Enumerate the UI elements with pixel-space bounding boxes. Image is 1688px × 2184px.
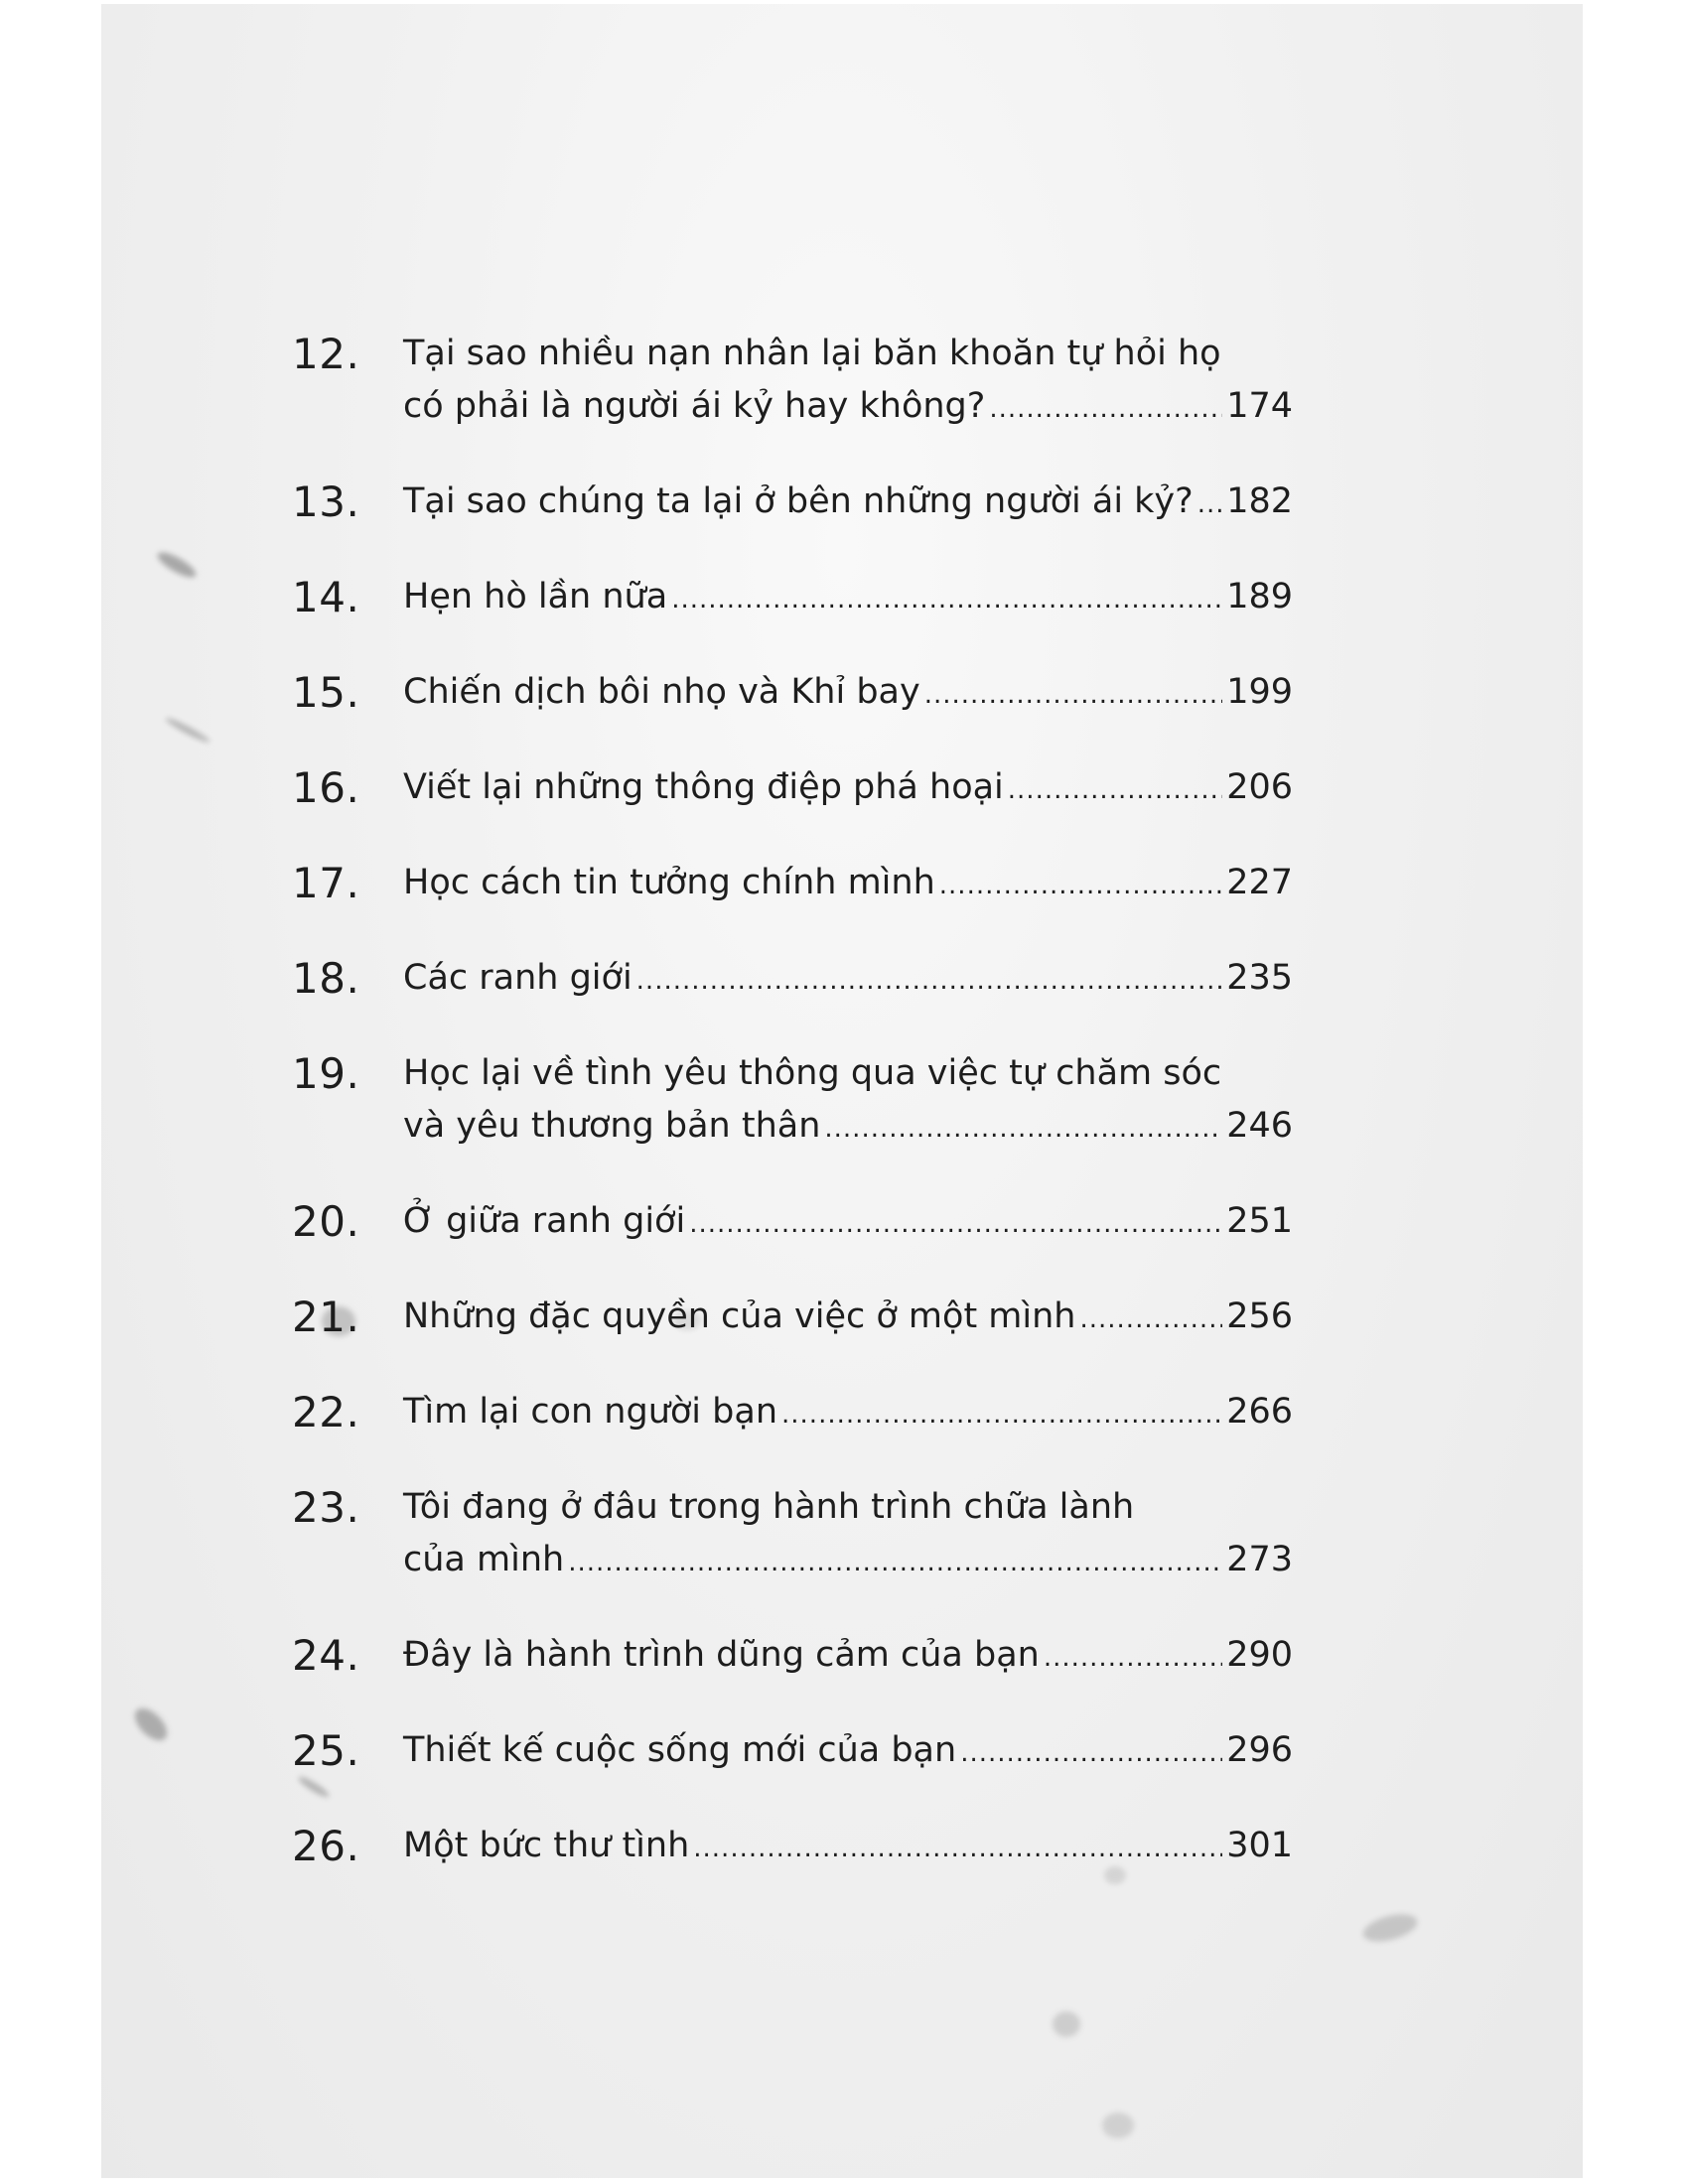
chapter-title-text: Ở giữa ranh giới [403, 1201, 686, 1241]
chapter-title [403, 571, 1293, 626]
chapter-title [403, 1047, 1293, 1156]
chapter-number: 14. [292, 573, 360, 621]
toc-entry [292, 1724, 1295, 1780]
chapter-title [403, 476, 1293, 531]
chapter-title [403, 1724, 1293, 1780]
toc-entry [292, 1629, 1295, 1685]
dot-leader [824, 1103, 1222, 1156]
dot-leader [693, 1823, 1222, 1875]
toc-entry [292, 1820, 1295, 1875]
toc-entry [292, 328, 1295, 436]
chapter-number: 23. [292, 1483, 360, 1532]
chapter-title-line: Tại sao nhiều nạn nhân lại băn khoăn tự hỏi họ [403, 334, 1221, 373]
chapter-title-text: Thiết kế cuộc sống mới của bạn [403, 1730, 957, 1770]
paper-fleck [1102, 2113, 1134, 2138]
chapter-title-leader-line [403, 1195, 1293, 1251]
chapter-title-text: Chiến dịch bôi nhọ và Khỉ bay [403, 672, 920, 712]
chapter-title-text: Tìm lại con người bạn [403, 1392, 778, 1432]
chapter-title [403, 761, 1293, 817]
toc-entry [292, 1195, 1295, 1251]
toc-entry [292, 761, 1295, 817]
chapter-number: 20. [292, 1197, 360, 1246]
toc-entry [292, 571, 1295, 626]
chapter-title [403, 857, 1293, 912]
chapter-title [403, 1291, 1293, 1346]
page-number: 174 [1226, 386, 1293, 426]
chapter-title [403, 1195, 1293, 1251]
page-number: 251 [1226, 1201, 1293, 1241]
paper-fleck [1053, 2011, 1080, 2037]
dot-leader [1044, 1632, 1222, 1685]
chapter-number: 26. [292, 1822, 360, 1870]
toc-entry [292, 1481, 1295, 1589]
chapter-number: 19. [292, 1049, 360, 1098]
chapter-title-text: và yêu thương bản thân [403, 1106, 821, 1146]
chapter-title [403, 1481, 1293, 1589]
chapter-title-line: Học lại về tình yêu thông qua việc tự chăm sóc [403, 1053, 1222, 1093]
chapter-number: 12. [292, 330, 360, 378]
paper-fleck [1360, 1909, 1420, 1947]
chapter-title-text: Các ranh giới [403, 958, 633, 998]
chapter-number: 25. [292, 1726, 360, 1775]
chapter-title-leader-line [403, 476, 1293, 531]
chapter-title-leader-line [403, 666, 1293, 722]
chapter-number: 17. [292, 859, 360, 907]
toc-entry [292, 666, 1295, 722]
dot-leader [924, 669, 1222, 722]
chapter-title-text: Viết lại những thông điệp phá hoại [403, 767, 1004, 807]
page-number: 199 [1226, 672, 1293, 712]
dot-leader [989, 383, 1222, 436]
page-number: 256 [1226, 1297, 1293, 1336]
chapter-title-leader-line [403, 1724, 1293, 1780]
chapter-title-text: Một bức thư tình [403, 1826, 690, 1865]
chapter-title-text: có phải là người ái kỷ hay không? [403, 386, 986, 426]
chapter-title-text: Những đặc quyền của việc ở một mình [403, 1297, 1076, 1336]
page-number: 182 [1226, 481, 1293, 521]
chapter-title-text: Học cách tin tưởng chính mình [403, 863, 935, 902]
chapter-title [403, 1629, 1293, 1685]
chapter-title [403, 328, 1293, 436]
paper-fleck [129, 1703, 173, 1746]
chapter-title-text: Hẹn hò lần nữa [403, 577, 668, 616]
toc-entry [292, 1386, 1295, 1441]
dot-leader [1079, 1294, 1222, 1346]
page-number: 206 [1226, 767, 1293, 807]
dot-leader [960, 1727, 1222, 1780]
chapter-number: 24. [292, 1631, 360, 1680]
chapter-title-leader-line [403, 571, 1293, 626]
chapter-title-leader-line [403, 1534, 1293, 1589]
chapter-title-leader-line [403, 761, 1293, 817]
chapter-title-leader-line [403, 1291, 1293, 1346]
dot-leader [1008, 764, 1222, 817]
paper-fleck [154, 548, 199, 582]
chapter-number: 16. [292, 763, 360, 812]
chapter-title [403, 1386, 1293, 1441]
table-of-contents [292, 328, 1295, 1875]
toc-entry [292, 1047, 1295, 1156]
chapter-title-text: Tại sao chúng ta lại ở bên những người ái kỷ? [403, 481, 1194, 521]
chapter-title-leader-line [403, 1100, 1293, 1156]
chapter-title-leader-line [403, 952, 1293, 1008]
page-number: 235 [1226, 958, 1293, 998]
chapter-number: 22. [292, 1388, 360, 1436]
chapter-title-line: Tôi đang ở đâu trong hành trình chữa lành [403, 1487, 1135, 1527]
dot-leader [671, 574, 1222, 626]
page-number: 296 [1226, 1730, 1293, 1770]
dot-leader [1197, 478, 1222, 531]
chapter-number: 18. [292, 954, 360, 1003]
page-number: 189 [1226, 577, 1293, 616]
chapter-number: 15. [292, 668, 360, 717]
chapter-title-leader-line [403, 380, 1293, 436]
dot-leader [568, 1537, 1222, 1589]
chapter-title-leader-line [403, 1820, 1293, 1875]
dot-leader [636, 955, 1223, 1008]
chapter-title-leader-line [403, 1386, 1293, 1441]
page-number: 266 [1226, 1392, 1293, 1432]
page-number: 227 [1226, 863, 1293, 902]
dot-leader [939, 860, 1222, 912]
chapter-title-text: Đây là hành trình dũng cảm của bạn [403, 1635, 1040, 1675]
dot-leader [689, 1198, 1222, 1251]
chapter-number: 21. [292, 1293, 360, 1341]
toc-entry [292, 952, 1295, 1008]
page-number: 273 [1226, 1540, 1293, 1579]
page-number: 246 [1226, 1106, 1293, 1146]
page-number: 301 [1226, 1826, 1293, 1865]
chapter-title-leader-line [403, 857, 1293, 912]
page-number: 290 [1226, 1635, 1293, 1675]
chapter-number: 13. [292, 478, 360, 526]
chapter-title [403, 1820, 1293, 1875]
chapter-title-leader-line [403, 1629, 1293, 1685]
paper-fleck [164, 716, 211, 746]
chapter-title [403, 952, 1293, 1008]
dot-leader [781, 1389, 1222, 1441]
chapter-title-text: của mình [403, 1540, 565, 1579]
toc-entry [292, 476, 1295, 531]
chapter-title [403, 666, 1293, 722]
toc-entry [292, 1291, 1295, 1346]
toc-entry [292, 857, 1295, 912]
